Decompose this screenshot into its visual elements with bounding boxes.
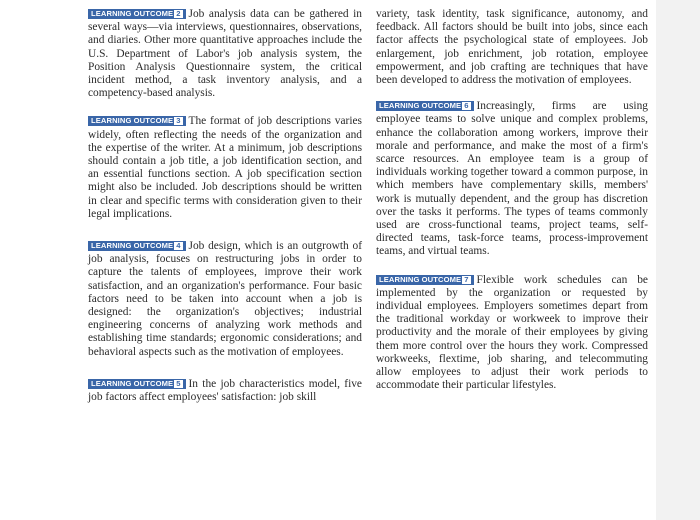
badge-number: 6 bbox=[464, 101, 469, 111]
badge-number: 4 bbox=[176, 241, 181, 251]
left-column bbox=[88, 8, 362, 404]
learning-outcome-5-badge bbox=[88, 379, 186, 389]
badge-number: 3 bbox=[176, 116, 181, 126]
learning-outcome-7-badge bbox=[376, 275, 474, 285]
outcome-2-text: Job analysis data can be gathered in several ways—via interviews, questionnaires, observations, and diaries. Other more quantitative approaches include the U.S. Department of Labor's job analysis system, the Position Analysis Questionnaire system, the critical incident method, a task inventory analysis, and a competency-based analysis. bbox=[88, 8, 362, 100]
outcome-3-text: The format of job descriptions varies widely, often reflecting the needs of the organization and the expertise of the writer. At a minimum, job descriptions should contain a job title, a job identification section, and an essential functions section. A job specification section might also be included. Job descriptions should be written in clear and specific terms with consideration given to their legal implications. bbox=[88, 115, 362, 220]
outcome-5-continuation: variety, task identity, task significance, autonomy, and feedback. All factors should be built into jobs, since each factor affects the psychological state of employees. Job enlargement, job enrichment, job rotation, employee empowerment, and job crafting are techniques that have been developed to address the motivation of employees. bbox=[376, 8, 648, 87]
badge-label: LEARNING OUTCOME bbox=[91, 378, 174, 388]
outcome-3-paragraph bbox=[88, 115, 362, 221]
badge-label: LEARNING OUTCOME bbox=[379, 274, 462, 284]
outcome-6-paragraph bbox=[376, 100, 648, 258]
badge-label: LEARNING OUTCOME bbox=[379, 101, 462, 111]
learning-outcome-2-badge bbox=[88, 9, 186, 19]
badge-number: 2 bbox=[176, 9, 181, 18]
learning-outcome-4-badge bbox=[88, 241, 186, 251]
outcome-4-paragraph bbox=[88, 240, 362, 359]
learning-outcome-3-badge bbox=[88, 116, 186, 126]
outcome-6-text: Increasingly, firms are using employee teams to solve unique and complex problems, enhance the collaboration among workers, improve their morale and performance, and make the most of a firm's scarce resources. An employee team is a group of individuals working together toward a common purpose, in which members have complementary skills, members' work is mutually dependent, and the group has discretion over the tasks it performs. The types of teams commonly used are cross-functional teams, project teams, self-directed teams, task-force teams, process-improvement teams, and virtual teams. bbox=[376, 100, 648, 258]
right-column bbox=[376, 8, 648, 392]
outcome-7-text: Flexible work schedules can be implemented by the organization or requested by individual employees. Employers sometimes depart from the traditional workday or workweek to improve their productivity and the morale of their employees by giving them more control over the hours they work. Compressed workweeks, flextime, job sharing, and telecommuting allow employees to adjust their work periods to accommodate their particular lifestyles. bbox=[376, 273, 648, 392]
badge-label: LEARNING OUTCOME bbox=[91, 116, 174, 126]
badge-number: 7 bbox=[464, 274, 469, 284]
badge-label: LEARNING OUTCOME bbox=[91, 241, 174, 251]
outcome-5-paragraph bbox=[88, 378, 362, 404]
badge-label: LEARNING OUTCOME bbox=[91, 9, 174, 18]
page-edge-shadow bbox=[656, 0, 700, 520]
outcome-2-paragraph bbox=[88, 8, 362, 100]
outcome-5-text: In the job characteristics model, five job factors affect employees' satisfaction: job skill bbox=[88, 377, 362, 404]
learning-outcome-6-badge bbox=[376, 101, 474, 111]
outcome-4-text: Job design, which is an outgrowth of job analysis, focuses on restructuring jobs in order to capture the talents of employees, improve their work satisfaction, and an organization's performance. Four basic factors need to be taken into account when a job is designed: the organization's objectives; industrial engineering concerns of analyzing work methods and establishing time standards; ergonomic considerations; and behavioral aspects such as the motivation of employees. bbox=[88, 240, 362, 358]
outcome-7-paragraph bbox=[376, 274, 648, 393]
badge-number: 5 bbox=[176, 378, 181, 388]
